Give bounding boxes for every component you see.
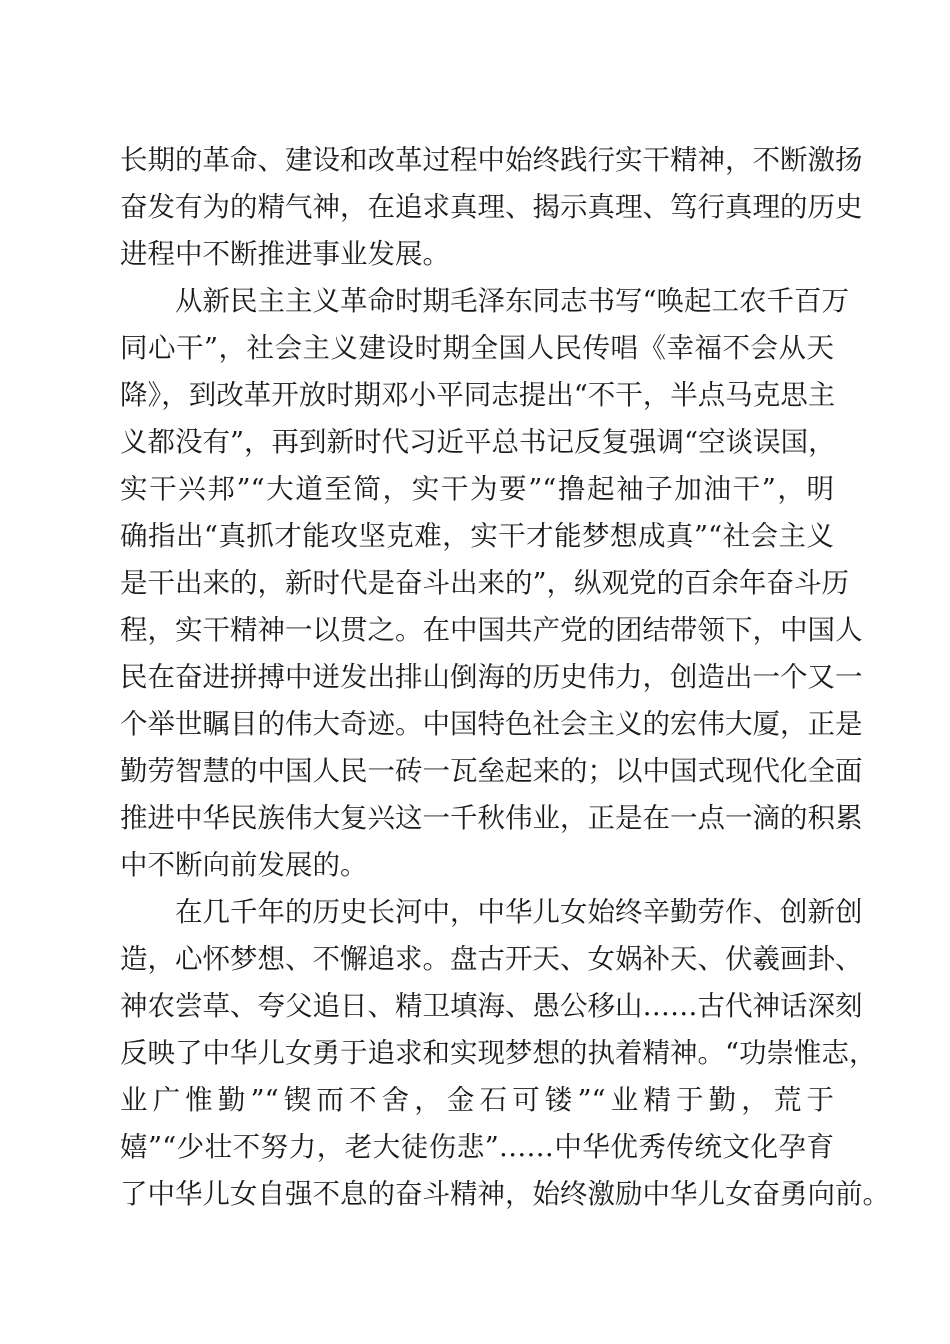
paragraph-2-line-10: 个举世瞩目的伟大奇迹。中国特色社会主义的宏伟大厦，正是: [120, 708, 863, 740]
paragraph-3-line-1: 在几千年的历史长河中，中华儿女始终辛勤劳作、创新创: [175, 896, 863, 928]
paragraph-3-line-4: 反映了中华儿女勇于追求和实现梦想的执着精神。“功崇惟志，: [120, 1037, 877, 1069]
paragraph-3-line-7: 了中华儿女自强不息的奋斗精神，始终激励中华儿女奋勇向前。: [120, 1178, 890, 1210]
paragraph-3-line-5: 业广惟勤”“锲而不舍，金石可镂”“业精于勤，荒于: [120, 1084, 834, 1116]
paragraph-2-line-9: 民在奋进拼搏中迸发出排山倒海的历史伟力，创造出一个又一: [120, 661, 863, 693]
paragraph-1-line-3: 进程中不断推进事业发展。: [120, 238, 450, 270]
paragraph-2-line-5: 实干兴邦”“大道至简，实干为要”“撸起袖子加油干”，明: [120, 473, 834, 505]
paragraph-3-line-2: 造，心怀梦想、不懈追求。盘古开天、女娲补天、伏羲画卦、: [120, 943, 863, 975]
paragraph-2-line-4: 义都没有”，再到新时代习近平总书记反复强调“空谈误国，: [120, 426, 836, 458]
paragraph-2-line-6: 确指出“真抓才能攻坚克难，实干才能梦想成真”“社会主义: [120, 520, 834, 552]
paragraph-3-line-6: 嬉”“少壮不努力，老大徒伤悲”……中华优秀传统文化孕育: [120, 1131, 834, 1163]
paragraph-2-line-1: 从新民主主义革命时期毛泽东同志书写“唤起工农千百万: [175, 285, 850, 317]
paragraph-2-line-3: 降》，到改革开放时期邓小平同志提出“不干，半点马克思主: [120, 379, 836, 411]
paragraph-2-line-12: 推进中华民族伟大复兴这一千秋伟业，正是在一点一滴的积累: [120, 802, 863, 834]
paragraph-2-line-7: 是干出来的，新时代是奋斗出来的”，纵观党的百余年奋斗历: [120, 567, 850, 599]
paragraph-2-line-13: 中不断向前发展的。: [120, 849, 368, 881]
paragraph-2-line-2: 同心干”，社会主义建设时期全国人民传唱《幸福不会从天: [120, 332, 834, 364]
paragraph-3-line-3: 神农尝草、夸父追日、精卫填海、愚公移山……古代神话深刻: [120, 990, 863, 1022]
paragraph-2-line-11: 勤劳智慧的中国人民一砖一瓦垒起来的；以中国式现代化全面: [120, 755, 863, 787]
paragraph-1-line-1: 长期的革命、建设和改革过程中始终践行实干精神，不断激扬: [120, 144, 863, 176]
paragraph-2-line-8: 程，实干精神一以贯之。在中国共产党的团结带领下，中国人: [120, 614, 863, 646]
paragraph-1-line-2: 奋发有为的精气神，在追求真理、揭示真理、笃行真理的历史: [120, 191, 863, 223]
